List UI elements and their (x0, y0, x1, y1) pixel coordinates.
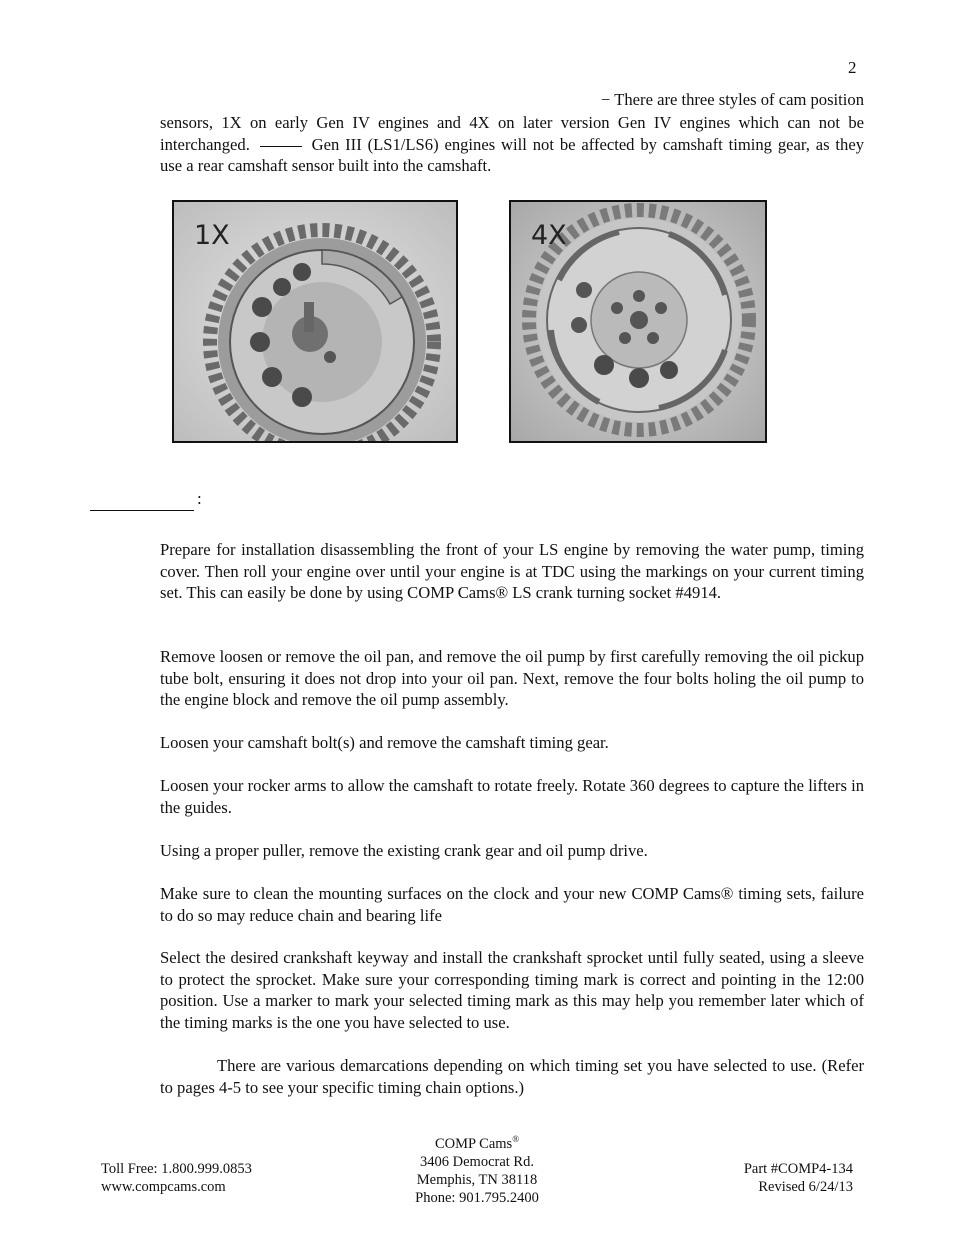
intro-blank-underline (260, 146, 302, 147)
footer-street: 3406 Democrat Rd. (420, 1154, 534, 1170)
footer-company-name: COMP Cams (434, 1136, 513, 1152)
footer-part-info (735, 1160, 853, 1196)
footer-part-number: Part #COMP4-134 (743, 1161, 853, 1177)
section-heading-colon: : (197, 489, 202, 508)
step-paragraph-8: There are various demarcations depending on which timing set you have selected to use. (Refer to pages 4-5 to see your specific timing chain options.) (160, 1056, 864, 1097)
footer-revised-date: Revised 6/24/13 (758, 1179, 853, 1195)
step-paragraph-3: Loosen your camshaft bolt(s) and remove the camshaft timing gear. (160, 733, 609, 752)
footer-website: www.compcams.com (101, 1179, 226, 1195)
footer-phone: Phone: 901.795.2400 (415, 1190, 539, 1206)
step-paragraph-5: Using a proper puller, remove the existing crank gear and oil pump drive. (160, 841, 648, 860)
footer-registered-mark: ® (512, 1134, 520, 1144)
step-paragraph-2: Remove loosen or remove the oil pan, and remove the oil pump by first carefully removing the oil pickup tube bolt, ensuring it does not drop into your oil pan. Next, remove the four bolts holing the oil pump to the engine block and remove the oil pump assembly. (160, 647, 864, 709)
gear-4x-label: 4X (531, 220, 567, 251)
intro-first-line: − There are three styles of cam position (601, 90, 864, 109)
gear-photo-4x (509, 200, 767, 443)
gear-1x-label: 1X (194, 220, 230, 251)
gear-4x-illustration (511, 202, 765, 441)
footer-city: Memphis, TN 38118 (416, 1172, 538, 1188)
footer-contact (101, 1160, 252, 1196)
gear-photo-1x (172, 200, 458, 443)
step-paragraph-1: Prepare for installation disassembling the front of your LS engine by removing the water pump, timing cover. Then roll your engine over until your engine is at TDC using the markings on your current timing set. This can easily be done by using COMP Cams® LS crank turning socket #4914. (160, 540, 864, 602)
footer-company (377, 1130, 577, 1153)
section-heading-underline (90, 510, 194, 511)
intro-text-part2: Gen III (LS1/LS6) engines will not be affected by camshaft timing gear, as they use a rear camshaft sensor built into the camshaft. (160, 134, 865, 175)
step-paragraph-6: Make sure to clean the mounting surfaces on the clock and your new COMP Cams® timing sets, failure to do so may reduce chain and bearing life (160, 884, 864, 925)
step-paragraph-7: Select the desired crankshaft keyway and install the crankshaft sprocket until fully seated, using a sleeve to protect the sprocket. Make sure your corresponding timing mark is correct and pointing in the 12:00 position. Use a marker to mark your selected timing mark as this may help you remember later which of the timing marks is the one you have selected to use. (160, 948, 864, 1032)
footer-toll-free: Toll Free: 1.800.999.0853 (101, 1161, 252, 1177)
step-paragraph-4: Loosen your rocker arms to allow the camshaft to rotate freely. Rotate 360 degrees to capture the lifters in the guides. (160, 776, 864, 817)
intro-text-part1: sensors, 1X on early Gen IV engines and 4X on later version Gen IV engines which can not be interchanged. (160, 113, 864, 154)
footer-address (377, 1130, 577, 1207)
intro-paragraph (160, 112, 864, 177)
page-number: 2 (848, 58, 857, 77)
gear-1x-illustration (174, 202, 456, 441)
